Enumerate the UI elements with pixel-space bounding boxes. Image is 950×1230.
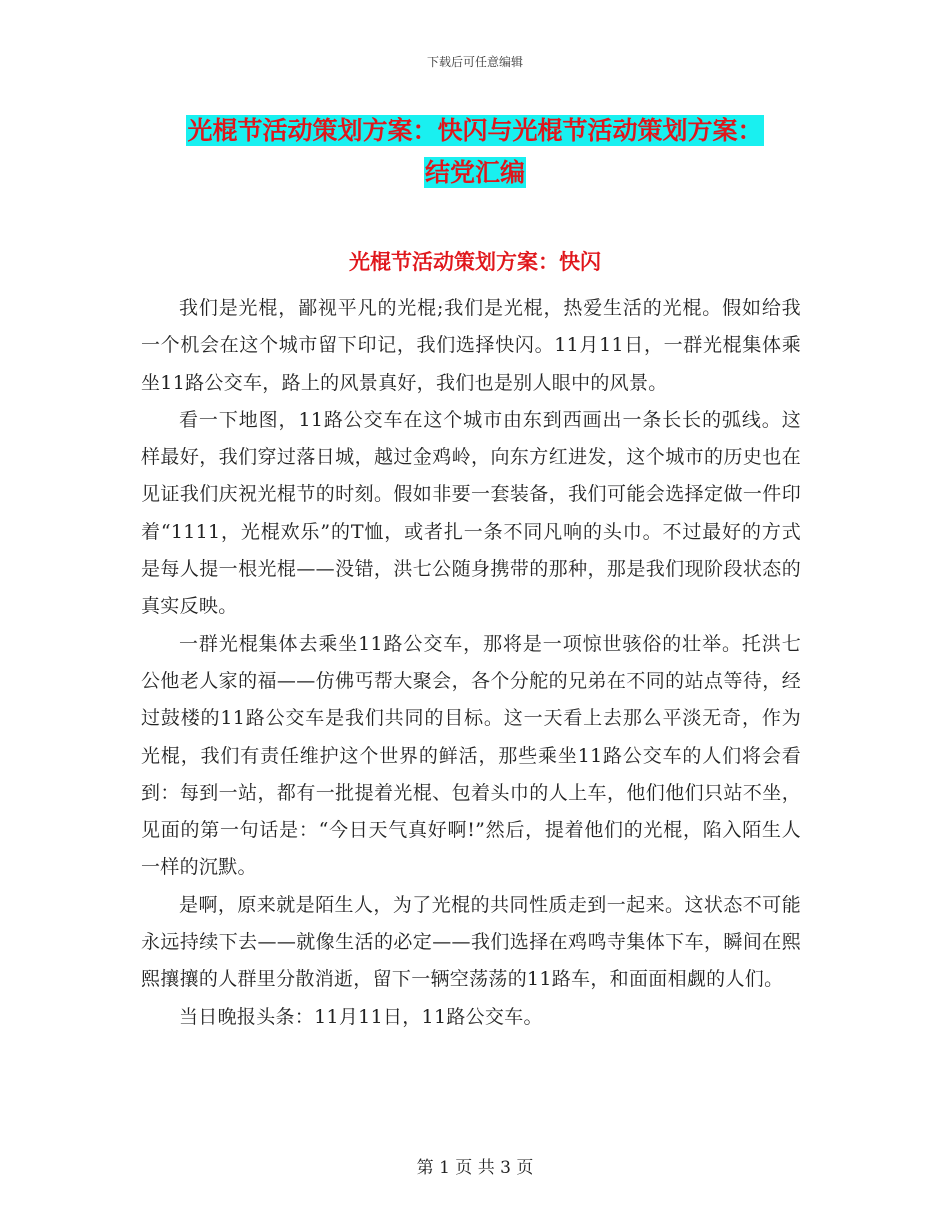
paragraph-3: 一群光棍集体去乘坐11路公交车，那将是一项惊世骇俗的壮举。托洪七公他老人家的福——仿佛丐帮大聚会，各个分舵的兄弟在不同的站点等待，经过鼓楼的11路公交车是我们共同的目标。这一天看上去那么平淡无奇，作为光棍，我们有责任维护这个世界的鲜活，那些乘坐11路公交车的人们将会看到：每到一站，都有一批提着光棍、包着头巾的人上车，他们他们只站不坐，见面的第一句话是：“今日天气真好啊!”然后，提着他们的光棍，陷入陌生人一样的沉默。 bbox=[141, 632, 801, 879]
header-note: 下载后可任意编辑 bbox=[426, 55, 523, 69]
paragraph-5: 当日晚报头条：11月11日，11路公交车。 bbox=[179, 1005, 543, 1028]
page-footer: 第 1 页 共 3 页 bbox=[416, 1158, 534, 1178]
section-title: 光棍节活动策划方案：快闪 bbox=[349, 249, 601, 274]
body-text bbox=[141, 290, 801, 1036]
title-line-2: 结党汇编 bbox=[424, 158, 525, 187]
paragraph-1: 我们是光棍，鄙视平凡的光棍;我们是光棍，热爱生活的光棍。假如给我一个机会在这个城市留下印记，我们选择快闪。11月11日，一群光棍集体乘坐11路公交车，路上的风景真好，我们也是别人眼中的风景。 bbox=[141, 297, 801, 394]
title-line-1: 光棍节活动策划方案：快闪与光棍节活动策划方案： bbox=[187, 116, 763, 145]
paragraph-4: 是啊，原来就是陌生人，为了光棍的共同性质走到一起来。这状态不可能永远持续下去——就像生活的必定——我们选择在鸡鸣寺集体下车，瞬间在熙熙攘攘的人群里分散消逝，留下一辆空荡荡的11路车，和面面相觑的人们。 bbox=[141, 893, 801, 991]
paragraph-2: 看一下地图，11路公交车在这个城市由东到西画出一条长长的弧线。这样最好，我们穿过落日城，越过金鸡岭，向东方红进发，这个城市的历史也在见证我们庆祝光棍节的时刻。假如非要一套装备，我们可能会选择定做一件印着“1111，光棍欢乐”的T恤，或者扎一条不同凡响的头巾。不过最好的方式是每人提一根光棍——没错，洪七公随身携带的那种，那是我们现阶段状态的真实反映。 bbox=[141, 408, 801, 618]
document-title bbox=[0, 110, 950, 194]
